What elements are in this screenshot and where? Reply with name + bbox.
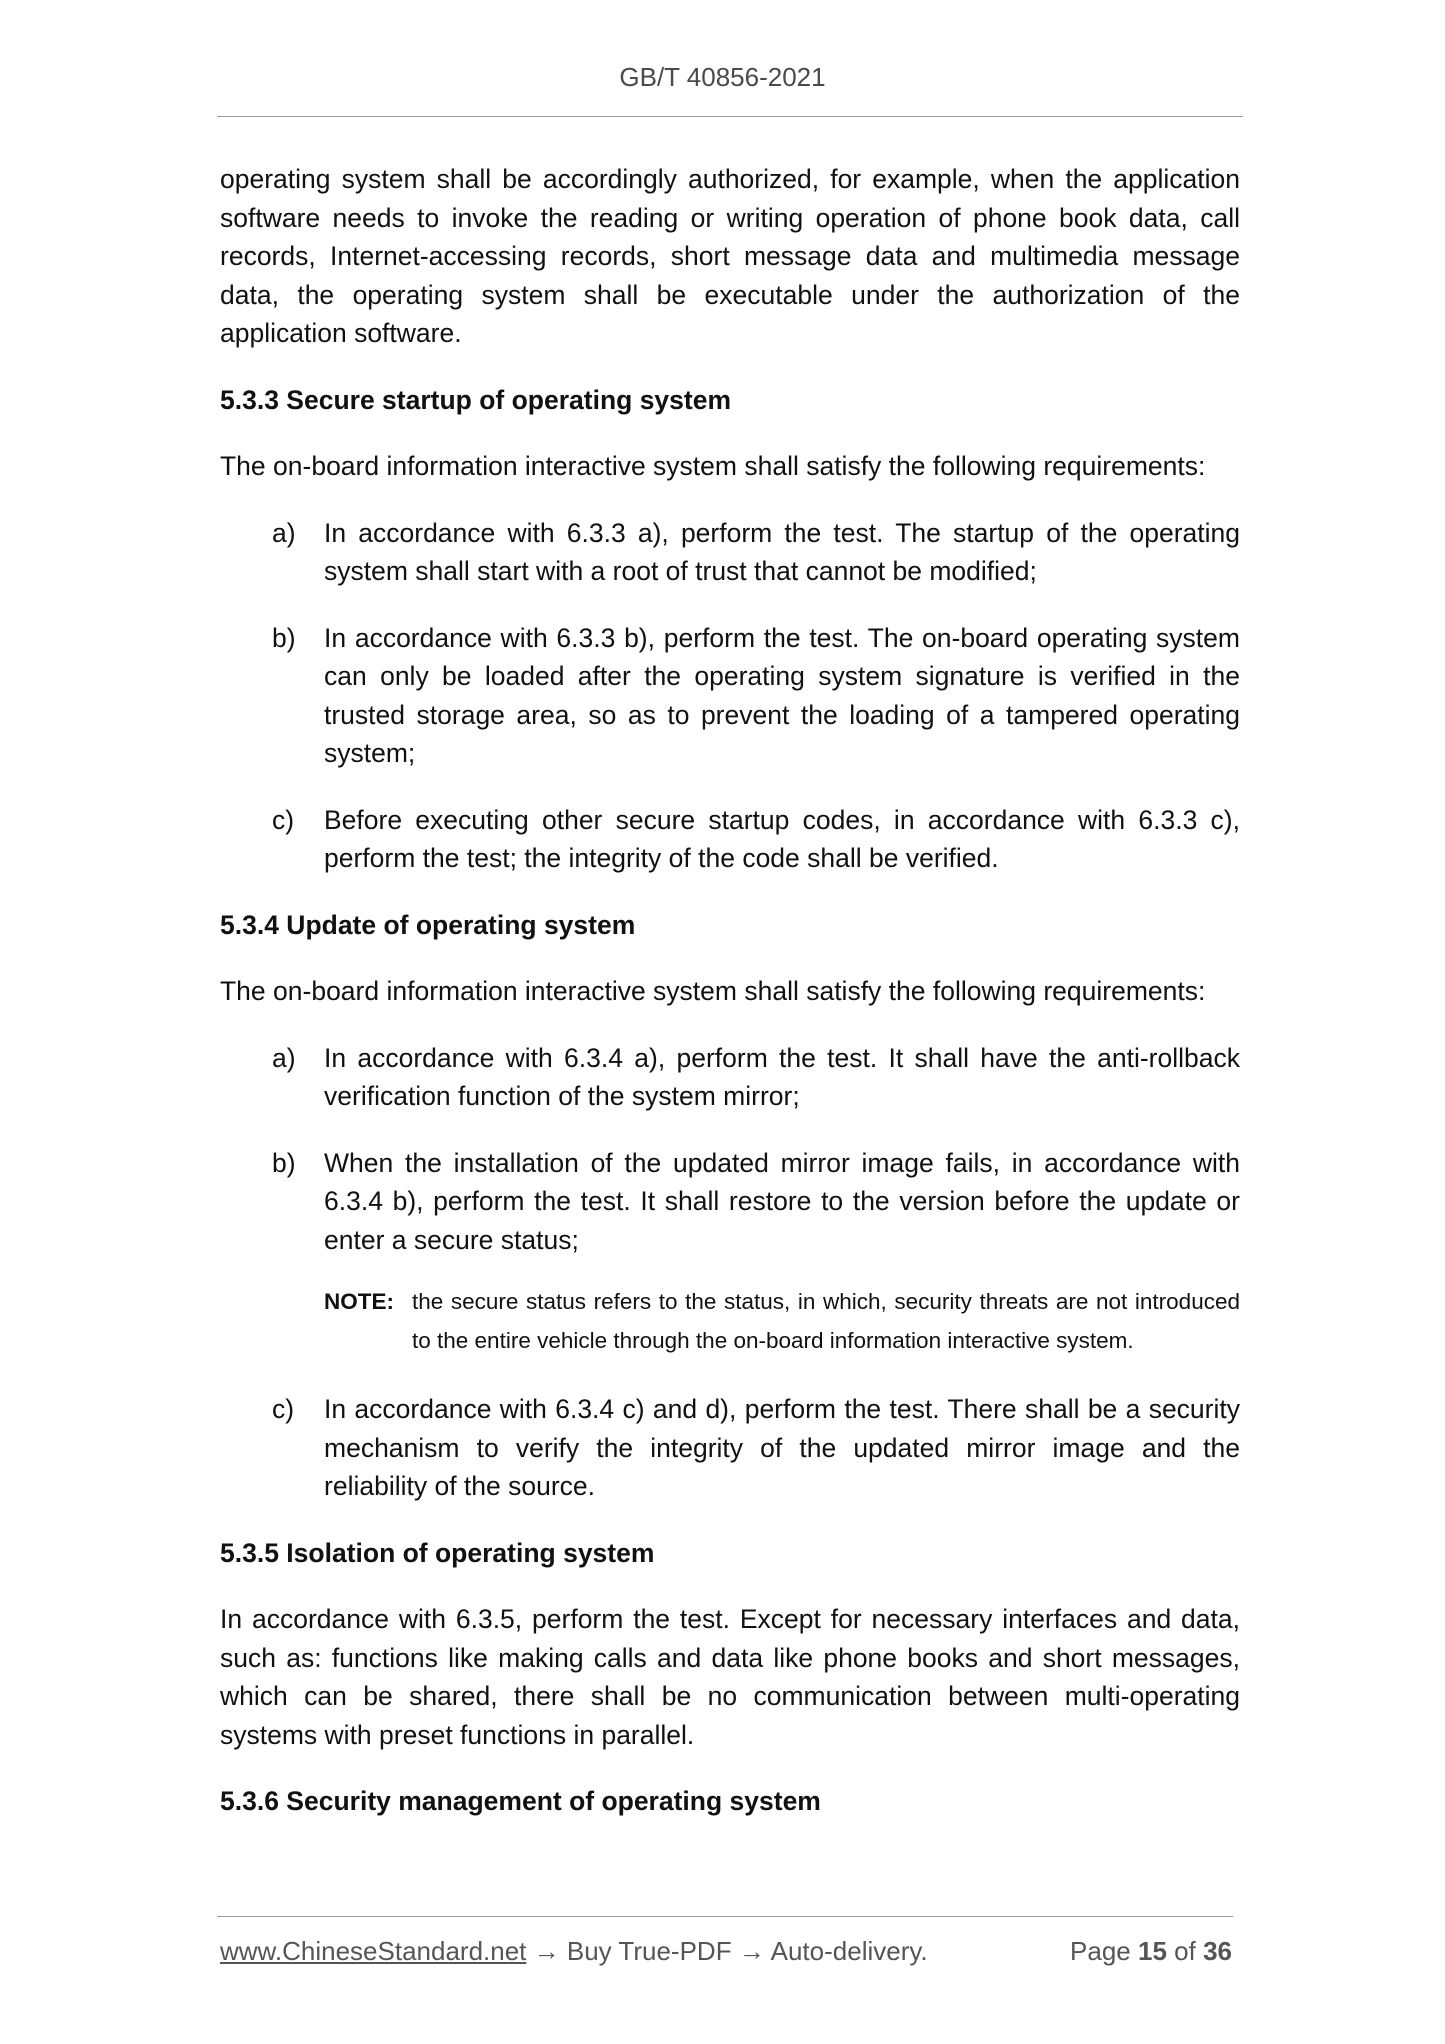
section-5-3-4-lead: The on-board information interactive system shall satisfy the following requirements: bbox=[220, 976, 1206, 1006]
section-5-3-3-heading: 5.3.3 Secure startup of operating system bbox=[220, 384, 732, 415]
list-item bbox=[220, 619, 1240, 773]
list-marker: b) bbox=[272, 1147, 296, 1178]
note-label: NOTE: bbox=[324, 1289, 394, 1314]
website-link[interactable]: www.ChineseStandard.net bbox=[220, 1936, 527, 1966]
list-marker: c) bbox=[272, 1394, 295, 1424]
list-item-text: In accordance with 6.3.4 a), perform the test. It shall have the anti-rollback verification function of the system mirror; bbox=[324, 1042, 1240, 1111]
list-item-text: In accordance with 6.3.3 b), perform the test. The on-board operating system can only be loaded after the operating system signature is verified in the trusted storage area, so as to prevent the loading of a tampered operating system; bbox=[324, 622, 1240, 768]
section-5-3-6-heading: 5.3.6 Security management of operating system bbox=[220, 1786, 821, 1816]
list-item bbox=[220, 514, 1240, 591]
header-standard-id: GB/T 40856-2021 bbox=[619, 62, 826, 92]
list-item-text: In accordance with 6.3.4 c) and d), perform the test. There shall be a security mechanism to verify the integrity of the updated mirror image and the reliability of the source. bbox=[324, 1394, 1240, 1501]
document-body bbox=[220, 160, 1240, 1849]
delivery-text: Auto-delivery. bbox=[770, 1936, 928, 1966]
note-block bbox=[324, 1283, 1240, 1360]
list-item-text: When the installation of the updated mirror image fails, in accordance with 6.3.4 b), perform the test. It shall restore to the version before the update or enter a secure status; bbox=[324, 1147, 1240, 1255]
section-5-3-5-heading: 5.3.5 Isolation of operating system bbox=[220, 1537, 655, 1568]
intro-paragraph: operating system shall be accordingly authorized, for example, when the application software needs to invoke the reading or writing operation of phone book data, call records, Internet-accessing records, short message data and multimedia message data, the operating system shall be executable under the authorization of the application software. bbox=[220, 164, 1240, 348]
of-label: of bbox=[1174, 1936, 1196, 1966]
list-item-text: In accordance with 6.3.3 a), perform the test. The startup of the operating system shall start with a root of trust that cannot be modified; bbox=[324, 517, 1240, 586]
total-pages: 36 bbox=[1203, 1936, 1232, 1966]
note-text: the secure status refers to the status, in which, security threats are not introduced to the entire vehicle through the on-board information interactive system. bbox=[412, 1289, 1240, 1353]
list-marker: c) bbox=[272, 804, 295, 835]
buy-text: Buy True-PDF bbox=[566, 1936, 732, 1966]
list-marker: b) bbox=[272, 622, 296, 653]
list-item-text: Before executing other secure startup codes, in accordance with 6.3.3 c), perform the test; the integrity of the code shall be verified. bbox=[324, 804, 1240, 873]
list-marker: a) bbox=[272, 517, 296, 548]
list-marker: a) bbox=[272, 1042, 296, 1073]
page-label: Page bbox=[1070, 1936, 1131, 1966]
section-5-3-4-heading: 5.3.4 Update of operating system bbox=[220, 909, 636, 940]
page-number: 15 bbox=[1138, 1936, 1167, 1966]
list-item bbox=[220, 1390, 1240, 1506]
arrow-icon: → bbox=[738, 1936, 765, 1966]
footer-divider bbox=[217, 1916, 1233, 1917]
page-indicator bbox=[1070, 1936, 1232, 1967]
arrow-icon: → bbox=[533, 1936, 560, 1966]
section-5-3-3-lead: The on-board information interactive system shall satisfy the following requirements: bbox=[220, 451, 1206, 481]
list-item bbox=[220, 801, 1240, 878]
list-item bbox=[220, 1039, 1240, 1116]
list-item bbox=[220, 1144, 1240, 1260]
footer bbox=[220, 1936, 1232, 1967]
header-divider bbox=[217, 116, 1243, 117]
section-5-3-5-text: In accordance with 6.3.5, perform the test. Except for necessary interfaces and data, such as: functions like making calls and data like phone books and short messages, which can be shared, there shall be no communication between multi-operating systems with preset functions in parallel. bbox=[220, 1604, 1240, 1750]
